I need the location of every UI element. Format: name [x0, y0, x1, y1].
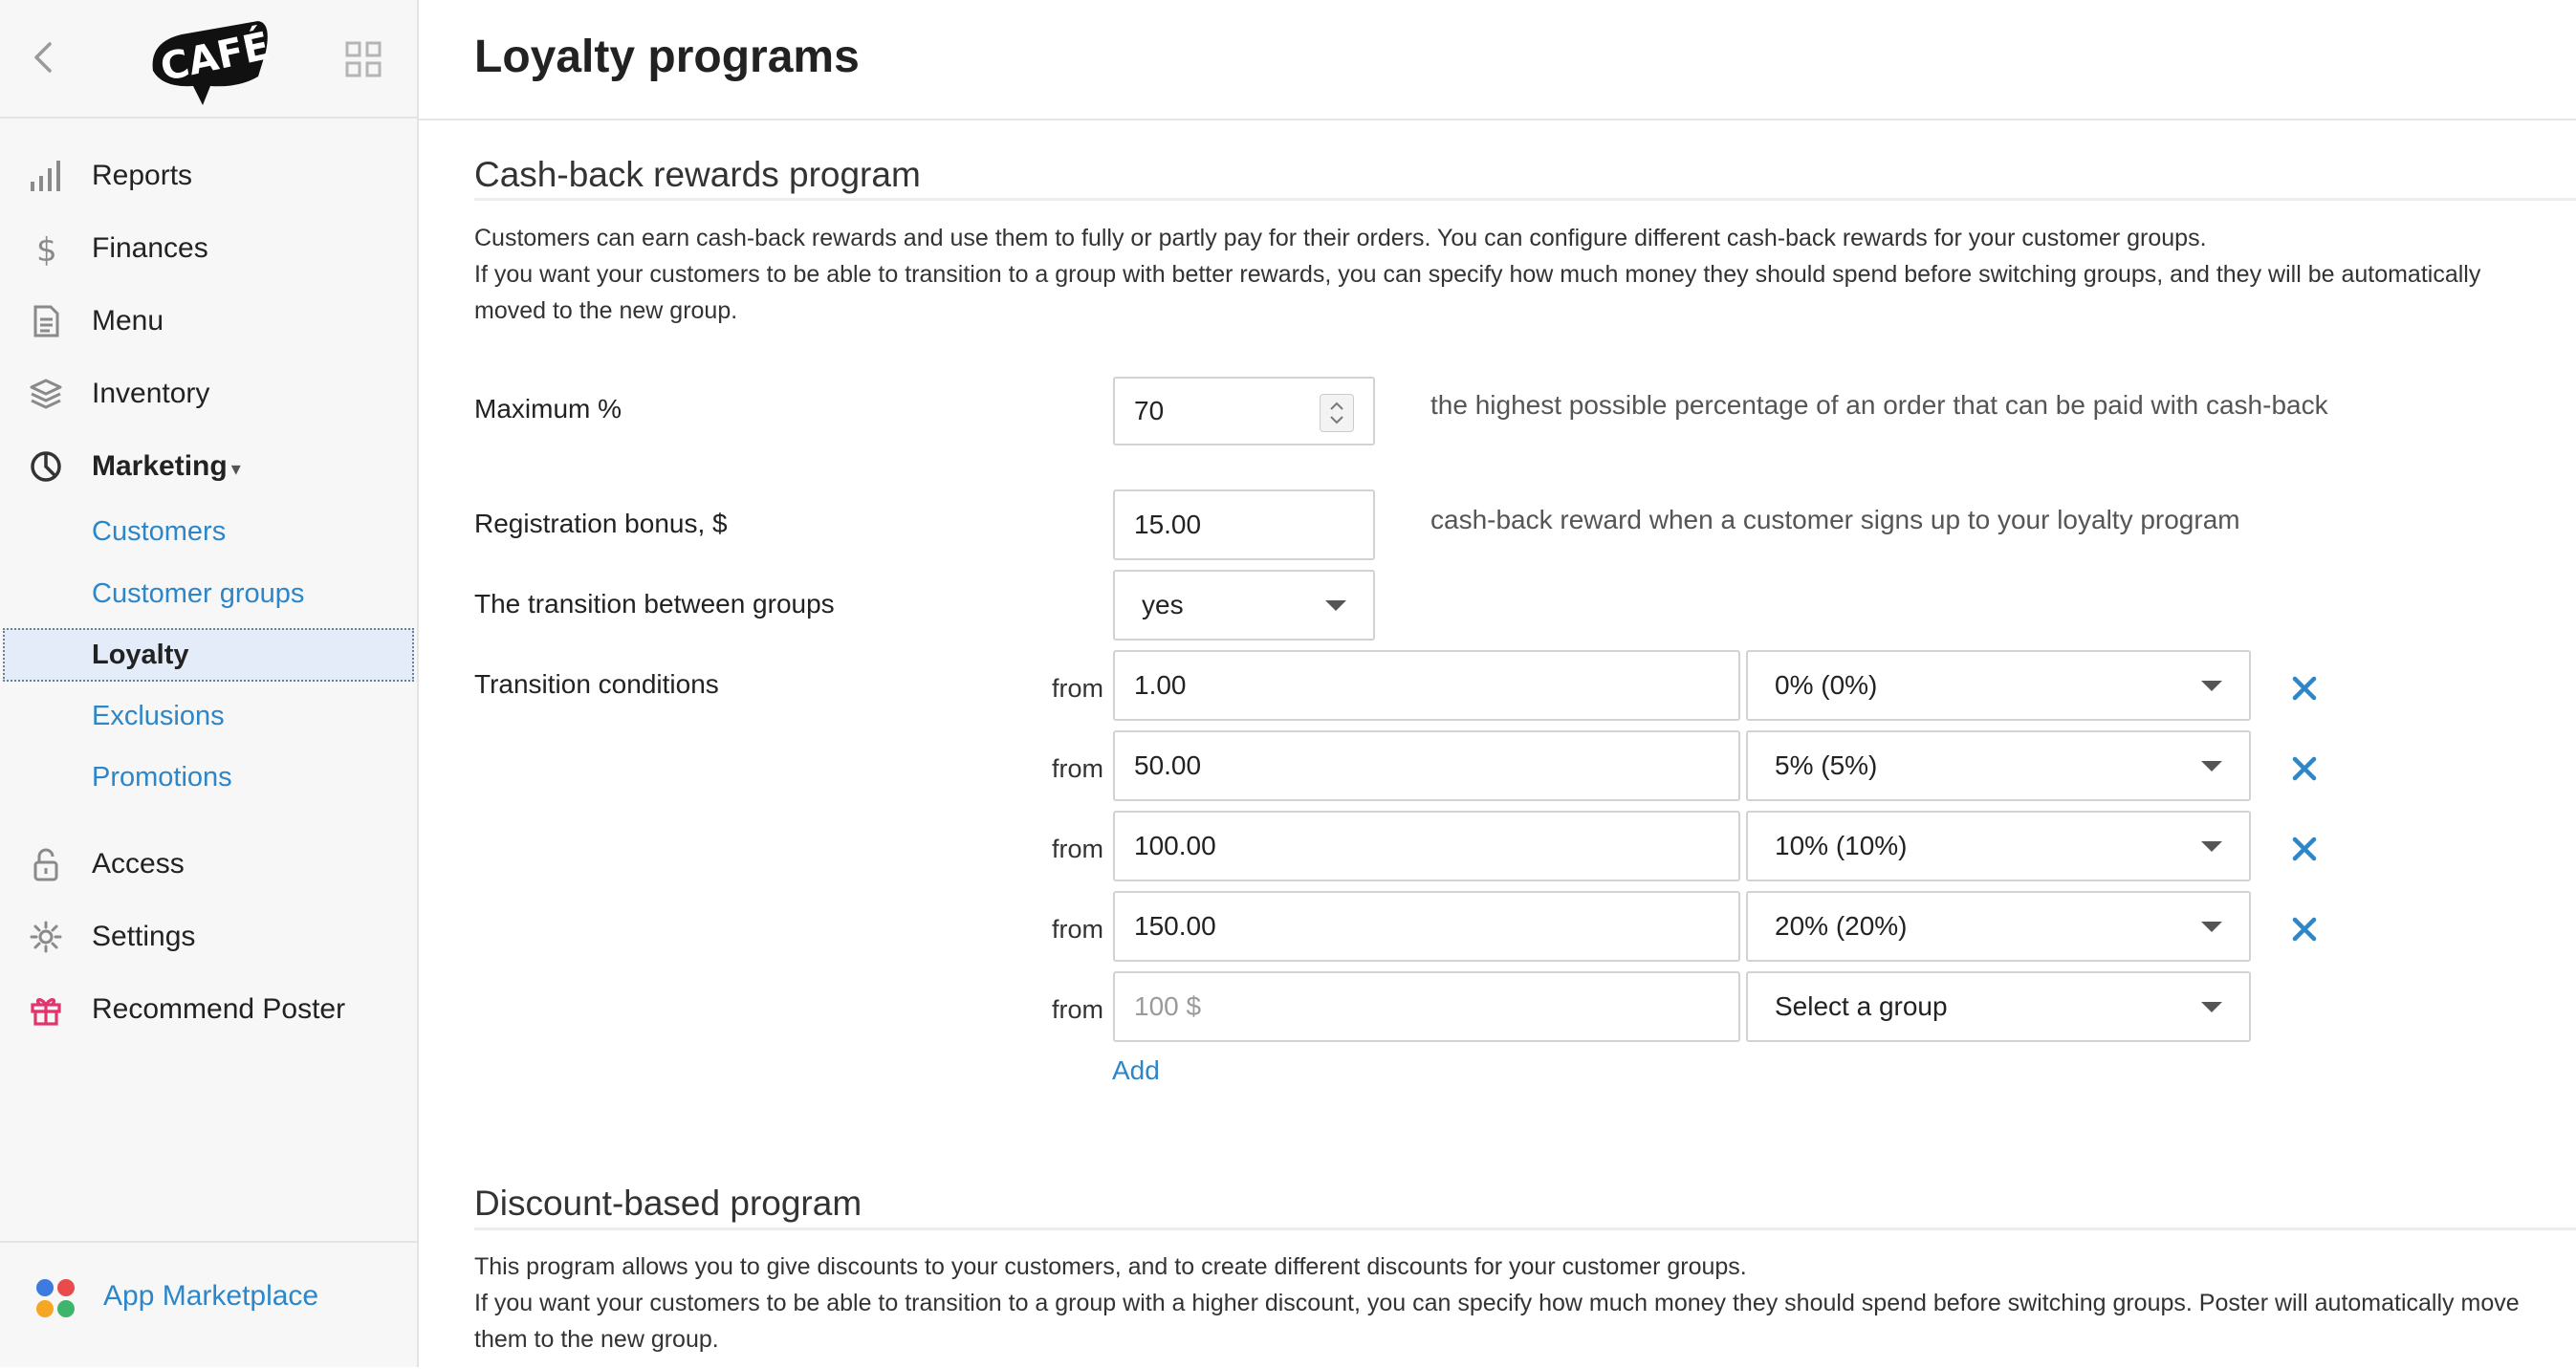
- dollar-icon: [29, 231, 63, 266]
- caret-down-icon: [2201, 1002, 2222, 1012]
- pie-chart-icon: [29, 449, 63, 484]
- cashback-section-title: Cash-back rewards program: [474, 155, 921, 194]
- document-icon: [29, 304, 63, 338]
- add-condition-link[interactable]: Add: [1112, 1055, 1160, 1085]
- subnav-label: Promotions: [92, 762, 232, 793]
- condition-group-select[interactable]: [1746, 891, 2251, 962]
- registration-bonus-label: Registration bonus, $: [474, 509, 728, 538]
- header-divider: [419, 119, 2576, 120]
- delete-condition-icon[interactable]: [2287, 912, 2322, 946]
- nav-label: Settings: [92, 921, 196, 952]
- app-marketplace-link[interactable]: [0, 1266, 417, 1327]
- condition-amount-input[interactable]: [1113, 891, 1740, 962]
- page-title: Loyalty programs: [474, 32, 860, 82]
- subnav-customers[interactable]: [0, 504, 417, 559]
- delete-condition-icon[interactable]: [2287, 671, 2322, 706]
- from-label: from: [1052, 754, 1103, 783]
- description-line: If you want your customers to be able to transition to a group with a higher discount, you can specify how much money they should spend before switching groups. Poster will automatically move them to the new group.: [474, 1290, 2520, 1353]
- subnav-customer-groups[interactable]: [0, 566, 417, 621]
- apps-colorful-icon: [34, 1277, 76, 1319]
- nav-label: Recommend Poster: [92, 993, 346, 1025]
- condition-group-select[interactable]: [1746, 730, 2251, 801]
- caret-down-icon: [2201, 761, 2222, 771]
- description-line: This program allows you to give discounts to your customers, and to create different discounts for your customer groups.: [474, 1253, 1747, 1280]
- from-label: from: [1052, 915, 1103, 944]
- nav-item-reports[interactable]: [0, 145, 417, 206]
- from-label: from: [1052, 835, 1103, 863]
- description-line: Customers can earn cash-back rewards and use them to fully or partly pay for their orders. You can configure different cash-back rewards for your customer groups.: [474, 225, 2207, 251]
- discount-section-title: Discount-based program: [474, 1184, 862, 1223]
- nav-label: Finances: [92, 232, 208, 264]
- condition-amount-value[interactable]: [1134, 893, 1719, 960]
- description-line: If you want your customers to be able to transition to a group with better rewards, you can specify how much money they should spend before switching groups, and they will be automatically moved to the new group.: [474, 261, 2481, 324]
- svg-text:CAFÉ: CAFÉ: [156, 24, 273, 91]
- nav-item-marketing[interactable]: [0, 436, 417, 497]
- nav-label: Reports: [92, 160, 193, 191]
- subnav-label: Exclusions: [92, 701, 225, 731]
- condition-amount-input[interactable]: [1113, 650, 1740, 721]
- new-condition-amount-input[interactable]: [1113, 971, 1740, 1042]
- registration-bonus-value[interactable]: [1134, 491, 1354, 558]
- condition-amount-value[interactable]: [1134, 652, 1719, 719]
- from-label: from: [1052, 674, 1103, 703]
- app-marketplace-label: App Marketplace: [103, 1280, 319, 1312]
- new-condition-amount-value[interactable]: [1134, 973, 1719, 1040]
- nav-label: Marketing ▾: [92, 450, 241, 482]
- condition-group-select[interactable]: [1746, 811, 2251, 881]
- condition-group-value: 0% (0%): [1775, 670, 1878, 700]
- nav-item-inventory[interactable]: [0, 363, 417, 424]
- sidebar-header: [0, 0, 417, 119]
- discount-description: [474, 1249, 2559, 1358]
- subnav-loyalty[interactable]: [3, 628, 414, 682]
- back-icon[interactable]: [27, 38, 61, 76]
- new-condition-group-select[interactable]: [1746, 971, 2251, 1042]
- cashback-description: [474, 220, 2559, 329]
- caret-down-icon: ▾: [230, 459, 241, 480]
- condition-group-select[interactable]: [1746, 650, 2251, 721]
- condition-amount-input[interactable]: [1113, 730, 1740, 801]
- subnav-label: Loyalty: [92, 640, 189, 670]
- nav-label: Menu: [92, 305, 164, 337]
- new-condition-group-placeholder: Select a group: [1775, 991, 1948, 1021]
- maximum-percent-input[interactable]: [1113, 377, 1375, 445]
- transition-conditions-label: Transition conditions: [474, 669, 719, 699]
- subnav-label: Customer groups: [92, 578, 305, 609]
- condition-amount-value[interactable]: [1134, 813, 1719, 880]
- caret-down-icon: [2201, 681, 2222, 691]
- apps-grid-icon[interactable]: [344, 40, 382, 78]
- transition-select-value: yes: [1142, 590, 1184, 619]
- svg-text:$: $: [36, 231, 57, 266]
- condition-group-value: 5% (5%): [1775, 750, 1878, 780]
- bar-chart-icon: [29, 159, 63, 193]
- number-spinner[interactable]: [1320, 394, 1354, 432]
- nav-item-finances[interactable]: [0, 218, 417, 279]
- nav-item-menu[interactable]: [0, 291, 417, 352]
- cafe-logo[interactable]: [143, 13, 277, 107]
- main-content: [419, 0, 2576, 1367]
- gear-icon: [29, 920, 63, 954]
- nav-item-recommend-poster[interactable]: [0, 979, 417, 1040]
- from-label: from: [1052, 995, 1103, 1024]
- nav-label: Inventory: [92, 378, 210, 409]
- sidebar-footer: [0, 1241, 417, 1369]
- caret-down-icon: [2201, 922, 2222, 932]
- caret-down-icon: [2201, 841, 2222, 852]
- registration-bonus-hint: cash-back reward when a customer signs up to your loyalty program: [1430, 505, 2240, 534]
- section-divider: [474, 198, 2576, 201]
- caret-down-icon: [1325, 600, 1346, 611]
- gift-icon: [29, 992, 63, 1027]
- condition-group-value: 10% (10%): [1775, 831, 1908, 860]
- section-divider: [474, 1228, 2576, 1230]
- maximum-percent-label: Maximum %: [474, 394, 622, 424]
- subnav-label: Customers: [92, 516, 227, 547]
- condition-amount-value[interactable]: [1134, 732, 1719, 799]
- nav-item-settings[interactable]: [0, 906, 417, 967]
- maximum-percent-hint: the highest possible percentage of an order that can be paid with cash-back: [1430, 390, 2328, 420]
- nav-label: Access: [92, 848, 185, 880]
- subnav-exclusions[interactable]: [0, 688, 417, 744]
- registration-bonus-input[interactable]: [1113, 489, 1375, 560]
- subnav-promotions[interactable]: [0, 750, 417, 805]
- condition-group-value: 20% (20%): [1775, 911, 1908, 941]
- layers-icon: [29, 377, 63, 411]
- delete-condition-icon[interactable]: [2287, 832, 2322, 866]
- sidebar: [0, 0, 419, 1367]
- condition-amount-input[interactable]: [1113, 811, 1740, 881]
- delete-condition-icon[interactable]: [2287, 751, 2322, 786]
- nav-item-access[interactable]: [0, 834, 417, 895]
- lock-icon: [29, 847, 63, 881]
- transition-label: The transition between groups: [474, 589, 835, 619]
- transition-select[interactable]: [1113, 570, 1375, 641]
